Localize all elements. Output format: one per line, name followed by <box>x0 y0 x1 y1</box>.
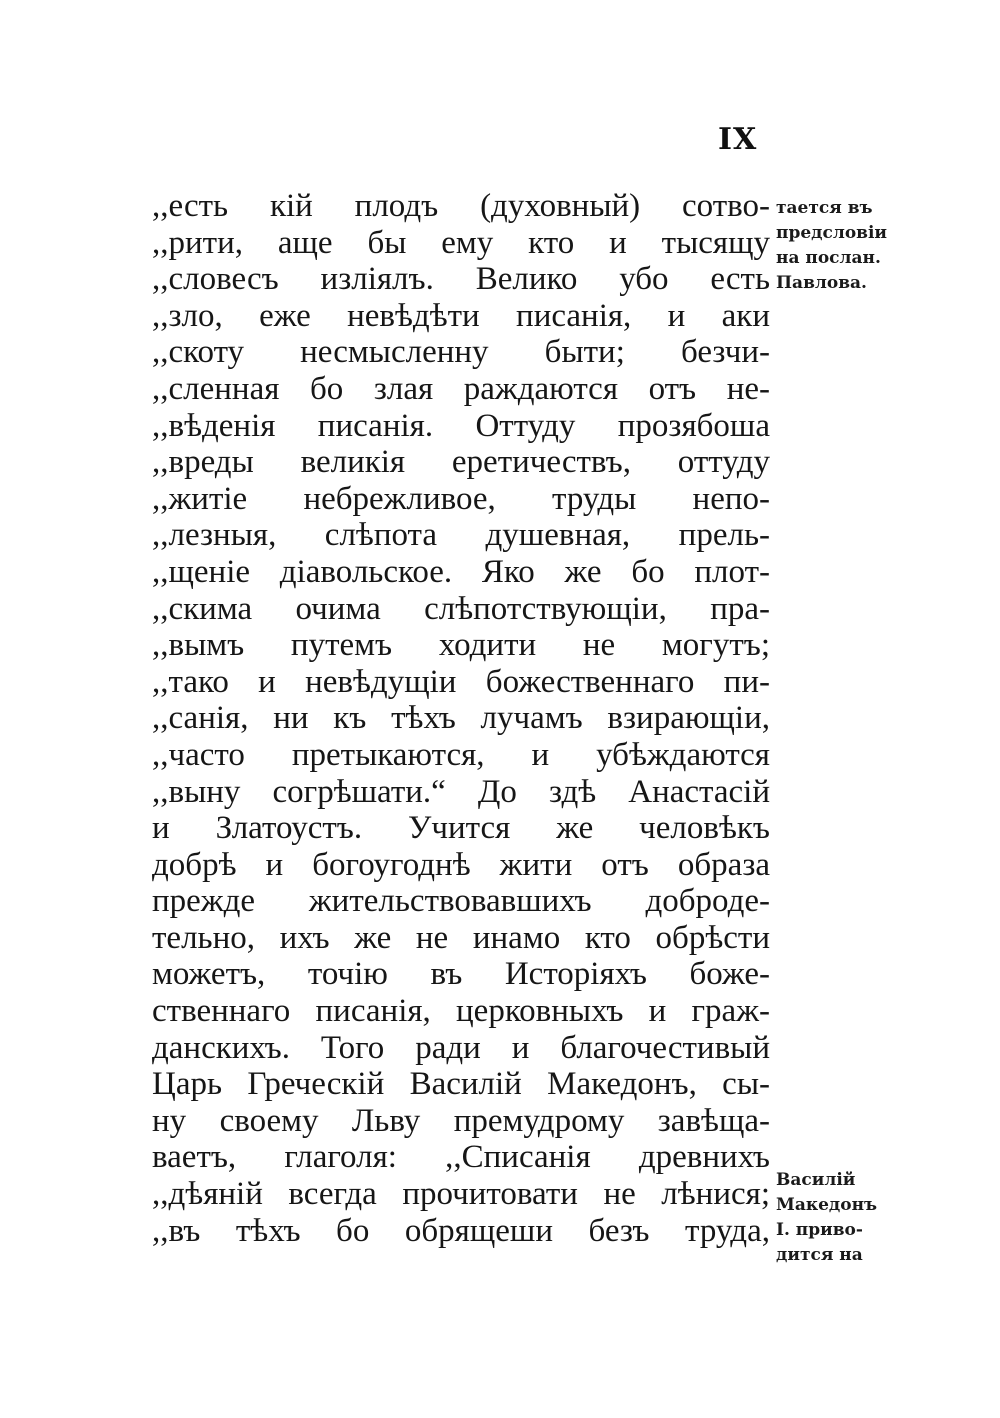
text-line: ,,щеніе діавольское. Яко же бо плот- <box>152 553 770 590</box>
text-line: ,,лезныя, слѣпота душевная, прель- <box>152 517 770 554</box>
margin-note-line: дится на <box>776 1245 863 1265</box>
text-line: ,,скоту несмысленну быти; безчи- <box>152 334 770 371</box>
margin-note <box>776 196 887 296</box>
page-number: IX <box>718 122 758 157</box>
main-text-column <box>152 188 770 1249</box>
text-line: ,,скима очима слѣпотствующіи, пра- <box>152 590 770 627</box>
margin-note-line: предсловіи <box>776 223 888 243</box>
text-line: можетъ, точію въ Исторіяхъ боже- <box>152 956 770 993</box>
text-line: ну своему Льву премудрому завѣща- <box>152 1102 770 1139</box>
text-line: данскихъ. Того ради и благочестивый <box>152 1029 770 1066</box>
margin-note-line: Василій <box>776 1170 856 1190</box>
text-line: ,,вреды великія еретичествъ, оттуду <box>152 444 770 481</box>
margin-note-line: Павлова. <box>776 273 867 293</box>
text-line: ,,часто претыкаются, и убѣждаются <box>152 736 770 773</box>
margin-note-line: Македонъ <box>776 1195 878 1215</box>
text-line: тельно, ихъ же не инамо кто обрѣсти <box>152 919 770 956</box>
text-line: ,,рити, аще бы ему кто и тысящу <box>152 224 770 261</box>
text-line: ,,выну согрѣшати.“ До здѣ Анастасій <box>152 773 770 810</box>
text-line: ,,вымъ путемъ ходити не могутъ; <box>152 627 770 664</box>
text-line: ственнаго писанія, церковныхъ и граж- <box>152 993 770 1030</box>
text-line: ,,тако и невѣдущіи божественнаго пи- <box>152 663 770 700</box>
text-line: ,,словесъ изліялъ. Велико убо есть <box>152 261 770 298</box>
text-line: ,,дѣяній всегда прочитовати не лѣнися; <box>152 1176 770 1213</box>
text-line: ,,житіе небрежливое, труды непо- <box>152 480 770 517</box>
text-line: ,,въ тѣхъ бо обрящеши безъ труда, <box>152 1212 770 1249</box>
text-line: добрѣ и богоугоднѣ жити отъ образа <box>152 846 770 883</box>
margin-note-line: на послан. <box>776 248 881 268</box>
text-line: ,,сленная бо злая раждаются отъ не- <box>152 370 770 407</box>
text-line: Царь Греческій Василій Македонъ, сы- <box>152 1066 770 1103</box>
text-line: и Златоустъ. Учится же человѣкъ <box>152 810 770 847</box>
margin-note <box>776 1168 877 1268</box>
margin-note-line: I. приво- <box>776 1220 863 1240</box>
margin-note-line: тается въ <box>776 198 873 218</box>
text-line: ,,есть кій плодъ (духовный) сотво- <box>152 188 770 224</box>
text-line: ваетъ, глаголя: ,,Списанія древнихъ <box>152 1139 770 1176</box>
text-line: ,,зло, еже невѣдѣти писанія, и аки <box>152 297 770 334</box>
text-line: ,,вѣденія писанія. Оттуду прозябоша <box>152 407 770 444</box>
text-line: ,,санія, ни къ тѣхъ лучамъ взирающіи, <box>152 700 770 737</box>
text-line: прежде жительствовавшихъ доброде- <box>152 883 770 920</box>
